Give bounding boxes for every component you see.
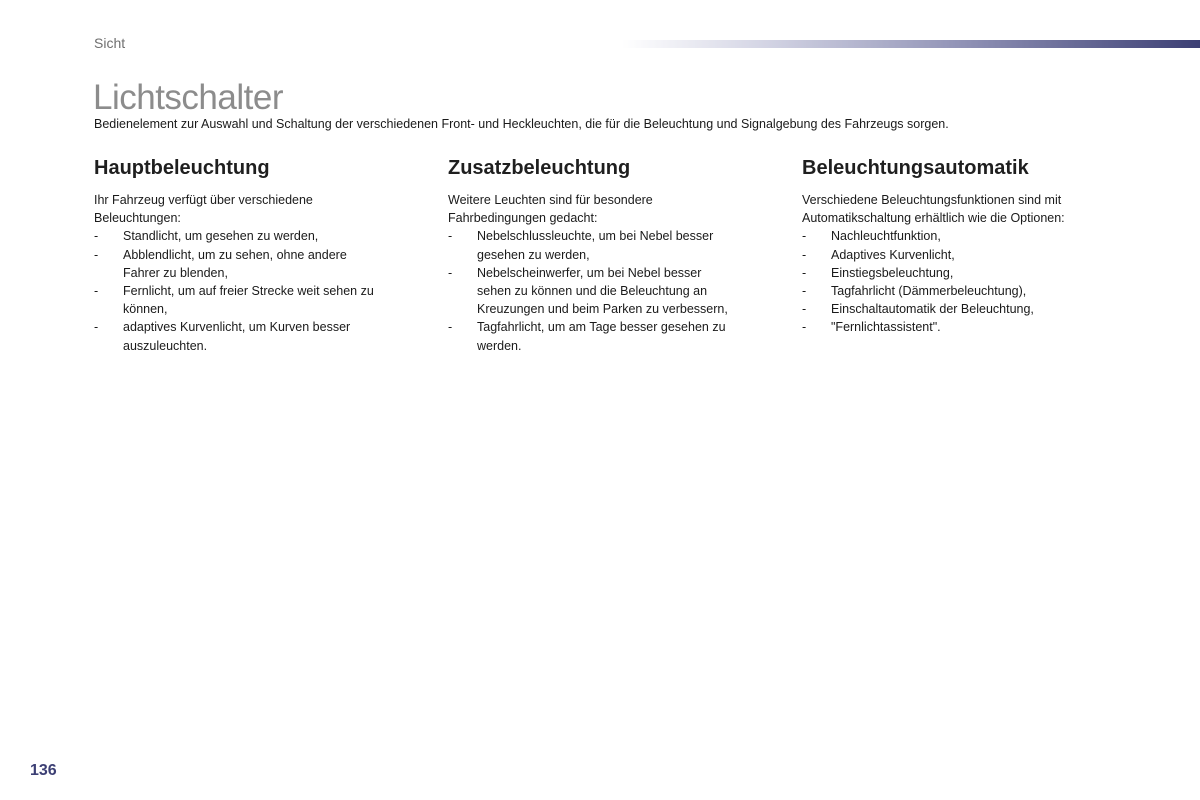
dash-marker: - (94, 320, 99, 335)
page-intro: Bedienelement zur Auswahl und Schaltung der verschiedenen Front- und Heckleuchten, die für die Beleuchtung und Signalgebung des Fahrzeugs sorgen. (94, 117, 949, 131)
header-gradient-bar (622, 40, 1200, 48)
column-intro: Weitere Leuchten sind für besondere Fahrbedingungen gedacht: (448, 193, 653, 226)
list-item: - Fernlicht, um auf freier Strecke weit sehen zu können, (94, 284, 374, 317)
column-heading: Hauptbeleuchtung (94, 157, 270, 179)
column-heading: Zusatzbeleuchtung (448, 157, 631, 179)
dash-marker: - (802, 265, 807, 280)
list-item: - Nebelscheinwerfer, um bei Nebel besser sehen zu können und die Beleuchtung an Kreuzungen und beim Parken zu verbessern, (448, 265, 728, 317)
column-heading: Beleuchtungsautomatik (802, 157, 1029, 179)
bullet-list (94, 227, 424, 354)
list-item: - Einstiegsbeleuchtung, (802, 264, 1092, 282)
dash-marker: - (448, 320, 453, 335)
dash-marker: - (94, 247, 99, 262)
dash-marker: - (448, 265, 453, 280)
dash-marker: - (802, 320, 807, 335)
page-number: 136 (30, 762, 57, 779)
column-intro: Verschiedene Beleuchtungsfunktionen sind mit Automatikschaltung erhältlich wie die Optionen: (802, 193, 1065, 226)
dash-marker: - (802, 284, 807, 299)
list-item: - Tagfahrlicht, um am Tage besser gesehen zu werden. (448, 320, 726, 353)
bullet-list (448, 227, 778, 354)
column-intro: Ihr Fahrzeug verfügt über verschiedene Beleuchtungen: (94, 193, 313, 226)
list-item: - Nachleuchtfunktion, (802, 227, 1092, 245)
dash-marker: - (802, 247, 807, 262)
section-label: Sicht (94, 35, 126, 51)
list-item: - Abblendlicht, um zu sehen, ohne andere Fahrer zu blenden, (94, 247, 347, 280)
dash-marker: - (802, 302, 807, 317)
list-item: - Einschaltautomatik der Beleuchtung, (802, 300, 1092, 318)
bullet-list (802, 227, 1132, 336)
column-zusatzbeleuchtung (448, 155, 778, 355)
dash-marker: - (802, 229, 807, 244)
list-item: - Adaptives Kurvenlicht, (802, 246, 1092, 264)
dash-marker: - (94, 229, 99, 244)
dash-marker: - (94, 284, 99, 299)
column-beleuchtungsautomatik (802, 155, 1132, 337)
list-item: - Standlicht, um gesehen zu werden, (94, 227, 384, 245)
page-title: Lichtschalter (93, 78, 283, 117)
dash-marker: - (448, 229, 453, 244)
column-hauptbeleuchtung (94, 155, 424, 355)
list-item: - Nebelschlussleuchte, um bei Nebel besser gesehen zu werden, (448, 229, 714, 262)
list-item: - "Fernlichtassistent". (802, 318, 1092, 336)
list-item: - adaptives Kurvenlicht, um Kurven besser auszuleuchten. (94, 320, 351, 353)
list-item: - Tagfahrlicht (Dämmerbeleuchtung), (802, 282, 1092, 300)
